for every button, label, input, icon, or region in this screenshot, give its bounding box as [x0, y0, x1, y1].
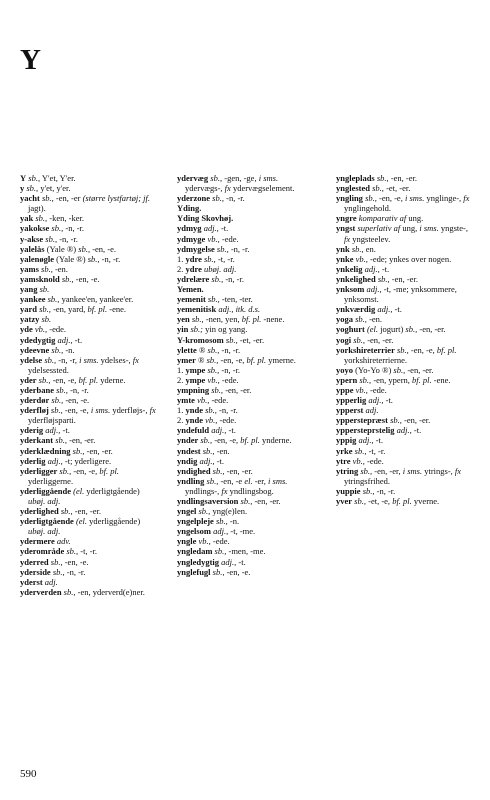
- dictionary-entry: Yding.: [177, 203, 202, 214]
- dictionary-entry: yndling sb., -en, -e el. -er, i sms. yndlings-, fx yndlingsbog.: [177, 475, 288, 496]
- dictionary-entry: y-akse sb., -n, -r.: [20, 233, 78, 244]
- dictionary-entry: yngst superlativ af ung, i sms. yngste-, fx yngsteelev.: [336, 223, 469, 244]
- dictionary-entry: ynder sb., -en, -e, bf. pl. ynderne.: [177, 435, 292, 446]
- dictionary-entry: yemenitisk adj., itk. d.s.: [177, 304, 261, 315]
- dictionary-entry: ytre vb., -ede.: [336, 455, 384, 466]
- page-number: 590: [20, 768, 37, 780]
- dictionary-entry: yderligger sb., -en, -e, bf. pl. yderliggerne.: [20, 465, 119, 486]
- dictionary-entry: yderst adj.: [20, 576, 58, 587]
- dictionary-entry: ydeevne sb., -n.: [20, 344, 75, 355]
- dictionary-entry: 2. ympe vb., -ede.: [177, 374, 239, 385]
- dictionary-entry: 1. ynde sb., -n, -r.: [177, 405, 238, 416]
- dictionary-entry: yderzone sb., -n, -r.: [177, 193, 245, 204]
- dictionary-entry: yalelås (Yale ®) sb., -en, -e.: [20, 243, 117, 254]
- dictionary-entry: yngledam sb., -men, -me.: [177, 546, 266, 557]
- dictionary-entry: 2. ynde vb., -ede.: [177, 415, 237, 426]
- dictionary-entry: ydmygelse sb., -n, -r.: [177, 243, 250, 254]
- dictionary-entry: yver sb., -et, -e, bf. pl. yverne.: [336, 496, 440, 506]
- dictionary-entry: yderdør sb., -en, -e.: [20, 395, 90, 406]
- dictionary-entry: yen sb., -nen, yen, bf. pl. -nene.: [177, 314, 285, 325]
- dictionary-entry: yak sb., -ken, -ker.: [20, 213, 84, 224]
- dictionary-entry: ypperst adj.: [336, 405, 379, 416]
- column-2: [177, 173, 317, 577]
- dictionary-entry: 1. ydre sb., -t, -r.: [177, 253, 235, 264]
- dictionary-entry: yacht sb., -en, -er (større lystfartøj; jf. jagt).: [20, 193, 151, 214]
- dictionary-entry: yalenøgle (Yale ®) sb., -n, -r.: [20, 253, 121, 264]
- dictionary-entry: yoghurt (el. jogurt) sb., -en, -er.: [336, 324, 446, 335]
- dictionary-entry: yndig adj., -t.: [177, 455, 225, 466]
- dictionary-entry: Yding Skovhøj.: [177, 213, 234, 224]
- dictionary-entry: ydmyg adj., -t.: [177, 223, 229, 234]
- dictionary-entry: 2. ydre ubøj. adj.: [177, 263, 237, 274]
- dictionary-entry: ypperlig adj., -t.: [336, 395, 393, 406]
- dictionary-entry: ydermere adv.: [20, 536, 71, 547]
- dictionary-entry: yderverden sb., -en, yderverd(e)ner.: [20, 586, 145, 597]
- dictionary-entry: ynksom adj., -t, -me; ynksommere, ynksomst.: [336, 284, 457, 305]
- dictionary-entry: ynk sb., en.: [336, 243, 376, 254]
- dictionary-entry: ypperstepræst sb., -en, -er.: [336, 415, 431, 426]
- dictionary-entry: yndighed sb., -en, -er.: [177, 465, 253, 476]
- dictionary-entry: ylette ® sb., -n, -r.: [177, 344, 241, 355]
- dictionary-entry: yndlingsaversion sb., -en, -er.: [177, 496, 281, 506]
- dictionary-entry: ynglested sb., -et, -er.: [336, 183, 411, 194]
- dictionary-entry: yppe vb., -ede.: [336, 384, 387, 395]
- dictionary-entry: ydedygtig adj., -t.: [20, 334, 83, 345]
- section-letter: Y: [20, 44, 41, 76]
- dictionary-entry: yder sb., -en, -e, bf. pl. yderne.: [20, 374, 126, 385]
- dictionary-entry: yderkant sb., -en, -er.: [20, 435, 96, 446]
- dictionary-entry: yderred sb., -en, -e.: [20, 556, 89, 567]
- dictionary-entry: yngling sb., -en, -e, i sms. ynglinge-, fx ynglingehold.: [336, 193, 470, 214]
- dictionary-entry: ydrelære sb., -n, -r.: [177, 273, 244, 284]
- dictionary-entry: yoga sb., -en.: [336, 314, 383, 325]
- dictionary-entry: yderligtgående (el. yderliggående) ubøj. adj.: [20, 516, 141, 537]
- dictionary-entry: ynkelig adj., -t.: [336, 263, 390, 274]
- dictionary-entry: yang sb.: [20, 284, 50, 295]
- dictionary-entry: ydmyge vb., -ede.: [177, 233, 239, 244]
- dictionary-entry: yemenit sb., -ten, -ter.: [177, 294, 253, 305]
- dictionary-entry: yngre komparativ af ung.: [336, 213, 424, 224]
- dictionary-entry: yppersteprstelig adj., -t.: [336, 425, 422, 436]
- dictionary-entry: yderside sb., -n, -r.: [20, 566, 86, 577]
- dictionary-entry: yderig adj., -t.: [20, 425, 70, 436]
- dictionary-entry: yderfløj sb., -en, -e, i sms. yderfløjs-, fx yderfløjsparti.: [20, 405, 156, 426]
- dictionary-entry: ynke vb., -ede; ynkes over nogen.: [336, 253, 452, 264]
- dictionary-entry: ydelse sb., -n, -r, i sms. ydelses-, fx ydelsessted.: [20, 354, 139, 375]
- dictionary-entry: yngelsom adj., -t, -me.: [177, 526, 256, 537]
- dictionary-entry: yde vb., -ede.: [20, 324, 67, 335]
- dictionary-entry: yderliggående (el. yderligtgående) ubøj. adj.: [20, 485, 140, 506]
- dictionary-entry: yrke sb., -t, -r.: [336, 445, 386, 456]
- dictionary-entry: ynglefugl sb., -en, -e.: [177, 566, 251, 577]
- dictionary-entry: Y-kromosom sb., -et, -er.: [177, 334, 265, 345]
- dictionary-entry: yderlighed sb., -en, -er.: [20, 506, 101, 517]
- dictionary-entry: yndefuld adj., -t.: [177, 425, 236, 436]
- dictionary-entry: yngledygtig adj., -t.: [177, 556, 246, 567]
- dictionary-entry: ynkværdig adj., -t.: [336, 304, 402, 315]
- dictionary-entry: yndest sb., -en.: [177, 445, 230, 456]
- dictionary-entry: ympning sb., -en, -er.: [177, 384, 252, 395]
- dictionary-entry: yogi sb., -en, -er.: [336, 334, 394, 345]
- dictionary-entry: ymer ® sb., -en, -e, bf. pl. ymerne.: [177, 354, 296, 365]
- dictionary-entry: yin sb.; yin og yang.: [177, 324, 248, 335]
- dictionary-entry: 1. ympe sb., -n, -r.: [177, 364, 241, 375]
- column-3: [336, 173, 476, 506]
- dictionary-entry: yorkshireterrier sb., -en, -e, bf. pl. yorkshireterrierne.: [336, 344, 457, 365]
- dictionary-entry: yuppie sb., -n, -r.: [336, 485, 396, 496]
- dictionary-entry: yoyo (Yo-Yo ®) sb., -en, -er.: [336, 364, 434, 375]
- dictionary-entry: yams sb., -en.: [20, 263, 68, 274]
- dictionary-entry: yderklædning sb., -en, -er.: [20, 445, 113, 456]
- dictionary-entry: yankee sb., yankee'en, yankee'er.: [20, 294, 134, 305]
- dictionary-entry: yngelpleje sb., -n.: [177, 516, 240, 527]
- dictionary-entry: yakokse sb., -n, -r.: [20, 223, 85, 234]
- dictionary-entry: ynkelighed sb., -en, -er.: [336, 273, 418, 284]
- dictionary-entry: yngle vb., -ede.: [177, 536, 230, 547]
- column-1: [20, 173, 158, 597]
- dictionary-entry: ytring sb., -en, -er, i sms. ytrings-, fx ytringsfrihed.: [336, 465, 462, 486]
- dictionary-entry: ymte vb., -ede.: [177, 395, 229, 406]
- dictionary-entry: yamsknold sb., -en, -e.: [20, 273, 100, 284]
- dictionary-entry: yatzy sb.: [20, 314, 52, 325]
- dictionary-entry: ypern sb., -en, ypern, bf. pl. -ene.: [336, 374, 451, 385]
- dictionary-entry: yard sb., -en, yard, bf. pl. -ene.: [20, 304, 127, 315]
- dictionary-entry: yderområde sb., -t, -r.: [20, 546, 98, 557]
- dictionary-entry: yderbane sb., -n, -r.: [20, 384, 89, 395]
- dictionary-entry: Y sb., Y'et, Y'er.: [20, 173, 76, 183]
- dictionary-entry: yderlig adj., -t; yderligere.: [20, 455, 112, 466]
- dictionary-entry: y sb., y'et, y'er.: [20, 183, 71, 194]
- dictionary-entry: yngleplads sb., -en, -er.: [336, 173, 418, 183]
- dictionary-entry: yppig adj., -t.: [336, 435, 384, 446]
- dictionary-entry: yngel sb., yng(e)len.: [177, 506, 248, 517]
- dictionary-entry: ydervæg sb., -gen, -ge, i sms. ydervægs-, fx ydervægselement.: [177, 173, 295, 194]
- dictionary-entry: Yemen.: [177, 284, 204, 295]
